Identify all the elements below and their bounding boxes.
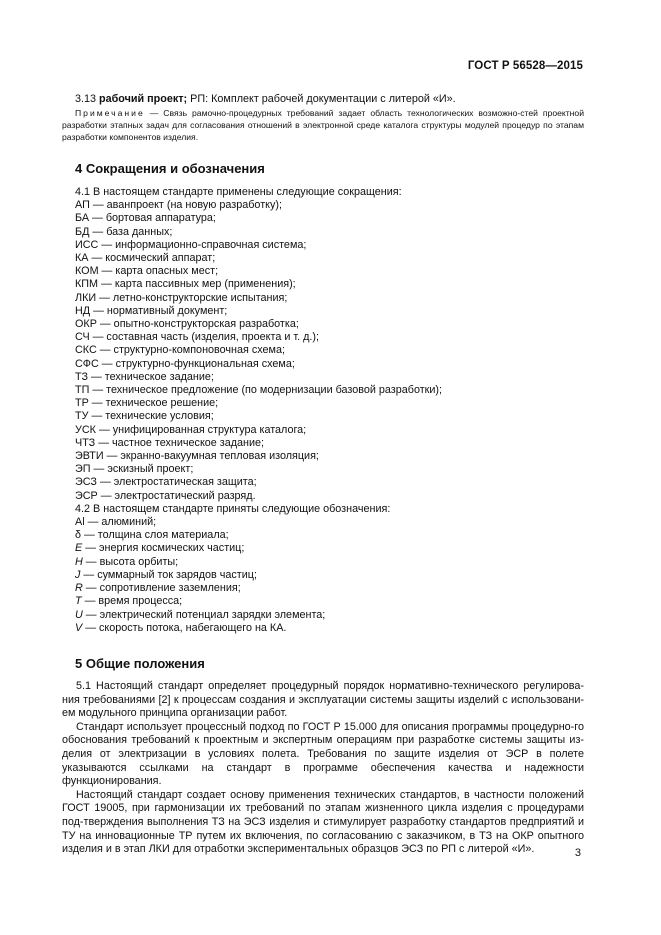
symbol-meaning: — энергия космических частиц;	[82, 542, 245, 555]
symbol: V	[75, 621, 83, 634]
term-3-13	[75, 93, 456, 106]
symbol-item	[75, 542, 442, 555]
abbr-item: БД — база данных;	[75, 225, 173, 238]
abbr-item: ТР — техническое решение;	[75, 397, 219, 410]
symbol-item	[75, 569, 442, 582]
symbol: U	[75, 608, 83, 621]
abbr-item: УСК — унифицированная структура каталога;	[75, 423, 307, 436]
symbol-meaning: — электрический потенциал зарядки элемента;	[82, 608, 326, 621]
abbr-item: ЭСР — электростатический разряд.	[75, 489, 256, 502]
document-id: ГОСТ Р 56528—2015	[467, 60, 583, 72]
symbol-item	[75, 609, 442, 622]
abbr-item: КОМ — карта опасных мест;	[75, 265, 219, 278]
symbol-meaning: — скорость потока, набегающего на КА.	[82, 621, 287, 634]
abbr-item: ЭП — эскизный проект;	[75, 463, 194, 476]
abbr-item: АП — аванпроект (на новую разработку);	[75, 199, 282, 212]
abbr-item: ЛКИ — летно-конструкторские испытания;	[75, 291, 288, 304]
symbol-item	[75, 622, 442, 635]
abbr-item: ЭВТИ — экранно-вакуумная тепловая изоляция;	[75, 450, 319, 463]
section-5-body	[62, 680, 584, 857]
symbol-item	[75, 595, 442, 608]
abbr-item: БА — бортовая аппаратура;	[75, 212, 216, 225]
symbol-meaning: — алюминий;	[84, 516, 157, 529]
term-number: 3.13	[75, 93, 97, 105]
abbr-item: СЧ — составная часть (изделия, проекта и т. д.);	[75, 331, 319, 344]
symbol: J	[75, 568, 81, 581]
symbol-meaning: — сопротивление заземления;	[82, 582, 241, 595]
note-text: — Связь рамочно-процедурных требований задает область технологических возможно-стей проектной разработки этапных задач для согласования отношений в электронной среде каталога структуры модулей процедур по этапам разработки компонентов изделия.	[62, 108, 585, 142]
abbr-item: ТП — техническое предложение (по модернизации базовой разработки);	[75, 384, 443, 397]
symbol-item	[75, 556, 442, 569]
paragraph-5-1	[62, 680, 584, 721]
paragraph-5-3-text: Настоящий стандарт создает основу применения технических стандартов, в частности положений ГОСТ 19005, при гармонизации их требований по этапам жизненного цикла изделия с процедурами под-тверждения выполнения ТЗ на ЭСЗ изделия и стимулирует разработку стандартов предприятий и ТУ на инновационные ТР путем их включения, по согласованию с заказчиком, в ТЗ на ОКР опытного изделия и в этап ЛКИ для отработки экспериментальных образцов ЭСЗ по РП с литерой «И».	[62, 788, 584, 856]
paragraph-5-1-text: 5.1 Настоящий стандарт определяет процедурный порядок нормативно-технического регулирова-ния требованиями [2] к процессам создания и эксплуатации системы защиты изделий с использовани-ем модульного принципа организации работ.	[62, 680, 584, 720]
section-5-title: 5 Общие положения	[75, 656, 205, 671]
symbol-meaning: — время процесса;	[81, 595, 183, 608]
abbr-item: ИСС — информационно-справочная система;	[75, 238, 307, 251]
clause-4-2: 4.2 В настоящем стандарте приняты следующие обозначения:	[75, 502, 391, 515]
symbol-item	[75, 582, 442, 595]
symbol: Al	[75, 516, 85, 529]
symbol: R	[75, 582, 83, 595]
abbr-item: НД — нормативный документ;	[75, 304, 228, 317]
abbr-item: ЭСЗ — электростатическая защита;	[75, 476, 257, 489]
symbol: E	[75, 542, 83, 555]
symbol-item	[75, 529, 442, 542]
abbr-item: ТЗ — техническое задание;	[75, 370, 214, 383]
page-number: 3	[574, 847, 581, 859]
abbr-item: ТУ — технические условия;	[75, 410, 214, 423]
symbol-list	[75, 516, 442, 635]
symbol: T	[75, 595, 82, 608]
symbol-item	[75, 516, 442, 529]
abbr-item: КА — космический аппарат;	[75, 252, 216, 265]
symbol-meaning: — толщина слоя материала;	[81, 529, 229, 542]
paragraph-5-2-text: Стандарт использует процессный подход по ГОСТ Р 15.000 для описания программы процедурно-го обоснования требований к проектным и экспертным операциям при разработке системы защиты из-делия от электризации в условиях полета. Требования по защите изделия от ЭСР в полете указываются ссылками на стандарт в программе обеспечения качества и надежности функционирования.	[62, 720, 584, 788]
paragraph-5-3	[62, 789, 584, 857]
section-4-title: 4 Сокращения и обозначения	[75, 161, 265, 176]
symbol-meaning: — высота орбиты;	[82, 555, 179, 568]
abbr-item: ОКР — опытно-конструкторская разработка;	[75, 318, 299, 331]
abbreviation-list	[75, 186, 442, 635]
symbol: H	[75, 555, 83, 568]
term-name: рабочий проект;	[99, 93, 188, 105]
term-definition: РП: Комплект рабочей документации с литерой «И».	[190, 93, 456, 105]
symbol-meaning: — суммарный ток зарядов частиц;	[80, 568, 257, 581]
symbol: δ	[75, 529, 82, 542]
abbr-item: СКС — структурно-компоновочная схема;	[75, 344, 285, 357]
abbr-item: ЧТЗ — частное техническое задание;	[75, 436, 265, 449]
abbr-item: КПМ — карта пассивных мер (применения);	[75, 278, 296, 291]
abbr-item: СФС — структурно-функциональная схема;	[75, 357, 295, 370]
note-label: Примечание	[75, 108, 145, 118]
note	[62, 107, 584, 143]
paragraph-5-2	[62, 721, 584, 789]
clause-4-1: 4.1 В настоящем стандарте применены следующие сокращения:	[75, 186, 402, 198]
